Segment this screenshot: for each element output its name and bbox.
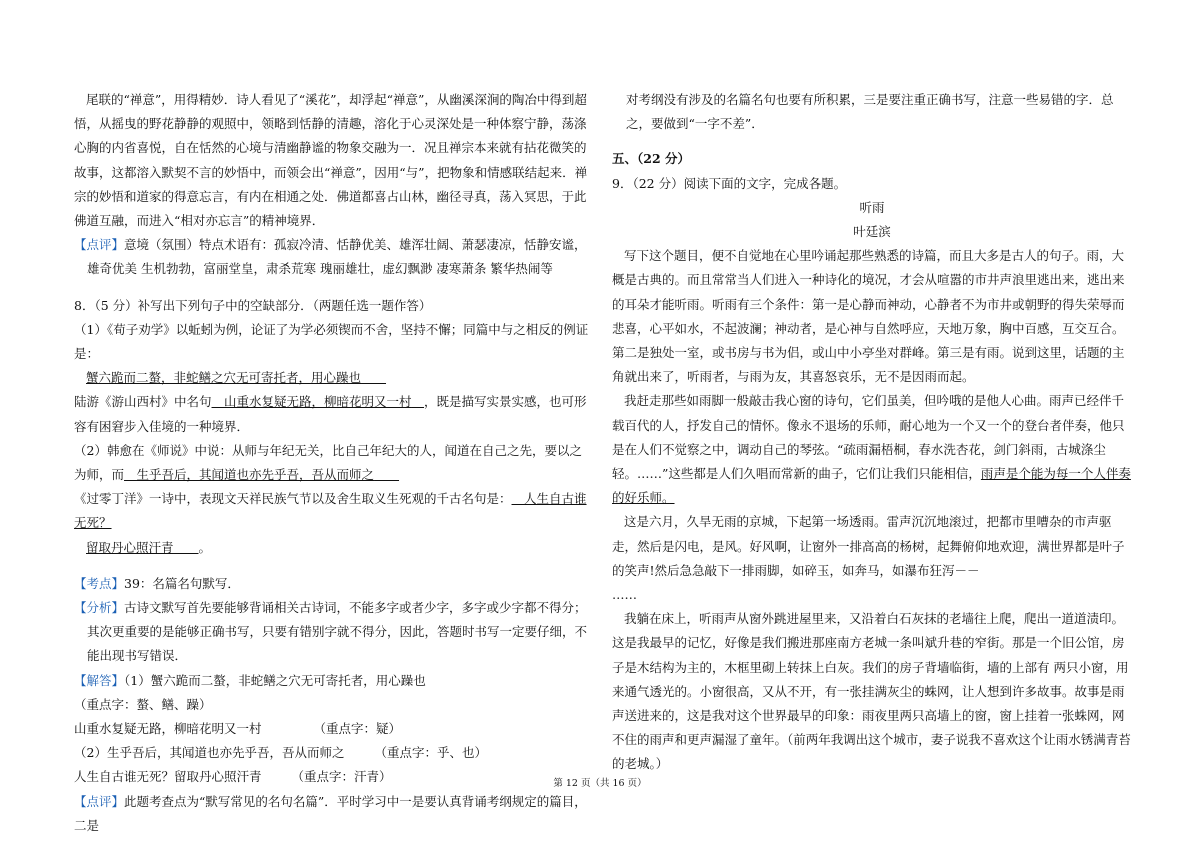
answer-3-note: （重点字：乎、也） [374, 745, 487, 761]
knowledge-point [74, 572, 590, 596]
q8-1b-tail: ，既是描写实景实感，也可形容有困窘步入佳境的一种境界． [74, 394, 587, 434]
question-8-part-2b [74, 487, 590, 560]
comment-block [74, 233, 590, 281]
left-column [74, 88, 590, 838]
right-column [612, 88, 1132, 777]
article-paragraph-2 [612, 389, 1132, 510]
article-title: 听雨 [859, 199, 885, 215]
spacer [74, 282, 590, 294]
article-author: 叶廷滨 [853, 224, 891, 240]
comment-text: 意境（氛围）特点术语有：孤寂冷清、恬静优美、雄浑壮阔、萧瑟凄凉，恬静安谧，雄奇优美 生机勃勃，富丽堂皇，肃杀荒寒 瑰丽雄壮，虚幻飘渺 凄寒萧条 繁华热闹等 [87, 237, 587, 277]
q8-2-answer: 生乎吾后，其闻道也亦先乎吾，吾从而师之 [136, 467, 375, 483]
ellipsis: …… [612, 587, 637, 603]
page-number: 第 12 页（共 16 页） [553, 778, 647, 789]
analysis-text: 古诗文默写首先要能够背诵相关古诗词，不能多字或者少字，多字或少字都不得分；其次更重要的是能够正确书写，只要有错别字就不得分，因此，答题时书写一定要仔细，不能出现书写错误． [87, 600, 588, 664]
question-8-part-1b [74, 390, 590, 438]
answer-line-3 [74, 741, 590, 765]
analysis-tag: 【分析】 [74, 600, 125, 616]
spacer [612, 136, 1132, 147]
comment-text-2: 此题考查点为“默写常见的名句名篇”．平时学习中一是要认真背诵考纲规定的篇目，二是 [74, 793, 587, 833]
underlined-sentence: 雨声是个能为每一个人伴奏的好乐师。 [612, 466, 1131, 506]
answer-line-1 [74, 669, 590, 717]
q8-2b-prompt: 《过零丁洋》一诗中，表现文天祥民族气节以及舍生取义生死观的千古名句是： [74, 491, 512, 507]
answer-2: 山重水复疑无路，柳暗花明又一村 [74, 721, 262, 737]
q8-1-prompt: （1）《荀子劝学》以蚯蚓为例，论证了为学必须锲而不舍，坚持不懈；同篇中与之相反的例证是： [74, 321, 589, 362]
comment-tag: 【点评】 [74, 237, 125, 253]
paragraph-2-text: 我赶走那些如雨脚一般敲击我心窗的诗句，它们虽美，但吟哦的是他人心曲。雨声已经伴千载百代的人，抒发自己的情怀。像永不退场的乐师，耐心地为一个又一个的登台者伴奏，他只是在人们不觉察之中，调动自己的琴弦。“疏雨漏梧桐，春水洗杏花，剑门斜雨，古城涤尘轻。……”这些都是人们久唱而常新的曲子，它们让我们只能相信， [612, 393, 1125, 482]
question-9-title: 9．（22 分）阅读下面的文字，完成各题。 [612, 175, 847, 191]
q8-1b-answer: 山重水复疑无路，柳暗花明又一村 [224, 394, 412, 410]
comment-tag-2: 【点评】 [74, 793, 125, 809]
answer-1: （1）蟹六跪而二螯，非蛇鳝之穴无可寄托者，用心躁也 [124, 672, 426, 688]
spacer [74, 560, 590, 572]
answer-line-2 [74, 717, 590, 741]
question-8-part-1 [74, 318, 590, 391]
article-paragraph-3: 这是六月，久旱无雨的京城，下起第一场透雨。雷声沉沉地滚过，把都市里嘈杂的市声驱走，然后是闪电，是风。好风啊，让窗外一排高高的杨树，起舞俯仰地欢迎，满世界都是叶子的笑声!然后急急敲下一排雨脚，如碎玉，如奔马，如瀑布狂泻－－ [612, 514, 1125, 578]
question-8-title: 8．（5 分）补写出下列句子中的空缺部分．（两题任选一题作答） [74, 297, 432, 313]
comment-continuation: 对考纲没有涉及的名篇名句也要有所积累，三是要注重正确书写，注意一些易错的字．总之，要做到“一字不差”． [626, 92, 1114, 132]
answer-tag: 【解答】 [74, 672, 125, 688]
q8-2b-end: 。 [198, 539, 212, 555]
answer-1-note: （重点字：螯、鳝、躁） [74, 696, 212, 712]
comment-block-2 [74, 790, 590, 838]
analysis-paragraph: 尾联的“禅意”，用得精妙．诗人看见了“溪花”，却浮起“禅意”，从幽溪深涧的陶冶中得到超悟，从摇曳的野花静静的观照中，领略到恬静的清趣，溶化于心灵深处是一种体察宁静，荡涤心胸的内省喜悦，自在恬然的心境与清幽静谧的物象交融为一．况且禅宗本来就有拈花微笑的故事，这都溶入默契不言的妙悟中，而领会出“禅意”，因用“与”，把物象和情感联结起来．禅宗的妙悟和道家的得意忘言，有内在相通之处．佛道都喜占山林，幽径寻真，荡入冥思，于此佛道互融，而进入“相对亦忘言”的精神境界． [74, 92, 588, 229]
answer-4-note: （重点字：汗青） [291, 769, 392, 785]
article-paragraph-4: 我躺在床上，听雨声从窗外跳进屋里来，又沿着白石灰抹的老墙往上爬，爬出一道道渍印。这是我最早的记忆，好像是我们搬进那座南方老城一条叫斌升巷的窄街。那是一个旧公馆，房子是木结构为主的，木框里砌上转抹上白灰。我们的房子背墙临街，墙的上部有 两只小窗，用来通气透光的。小窗很高，又从不开，有一张挂满灰尘的蛛网，让人想到许多故事。故事是雨声送进来的，这是我对这个世界最早的印象：雨夜里两只高墙上的窗，窗上挂着一张蛛网，网不住的雨声和更声漏湿了童年。（前两年我调出这个城市，妻子说我不喜欢这个让雨水锈满青苔的老城。） [612, 611, 1131, 772]
analysis-block [74, 596, 590, 669]
q8-1-answer: 蟹六跪而二螯，非蛇鳝之穴无可寄托者，用心躁也 [86, 370, 362, 386]
knowledge-text: 39：名篇名句默写． [124, 575, 240, 591]
answer-3: （2）生乎吾后，其闻道也亦先乎吾，吾从而师之 [74, 745, 345, 761]
article-paragraph-1: 写下这个题目，便不自觉地在心里吟诵起那些熟悉的诗篇，而且大多是古人的句子。雨，大概是古典的。而且常常当人们进入一种诗化的境况，才会从喧嚣的市井声浪里逃出来，逃出来的耳朵才能听雨。听雨有三个条件：第一是心静而神动，心静者不为市井或朝野的得失荣辱而悲喜，心平如水，不起波澜；神动者，是心神与自然呼应，天地万象，胸中百感，互交互合。第二是独处一室，或书房与书为侣，或山中小亭坐对群峰。第三是有雨。说到这里，话题的主角就出来了，听雨者，与雨为友，其喜怒哀乐，无不是因雨而起。 [612, 248, 1125, 385]
section-five-heading: 五、（22 分） [612, 151, 690, 167]
q8-1b-prompt: 陆游《游山西村》中名句 [74, 394, 212, 410]
q8-2b-answer-2: 留取丹心照汗青 [86, 539, 174, 555]
answer-4: 人生自古谁无死？留取丹心照汗青 [74, 769, 262, 785]
q8-2-prompt: （2）韩愈在《师说》中说：从师与年纪无关，比自己年纪大的人，闻道在自己之先，要以之为师，而 [74, 442, 582, 483]
knowledge-tag: 【考点】 [74, 575, 125, 591]
q8-2b-answer-1: 人生自古谁无死？ [74, 491, 587, 531]
answer-2-note: （重点字：疑） [313, 721, 402, 737]
question-8-part-2 [74, 439, 590, 487]
